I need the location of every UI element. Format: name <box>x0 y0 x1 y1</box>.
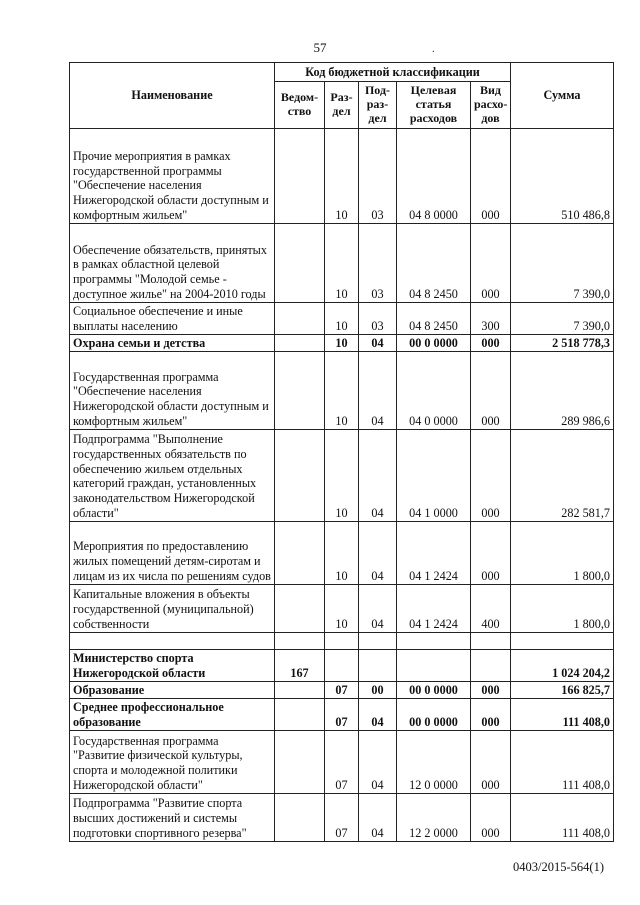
row-razdel: 10 <box>325 335 359 352</box>
row-podrazdel: 04 <box>359 522 397 585</box>
row-vedomstvo <box>275 224 325 303</box>
row-sum: 1 024 204,2 <box>511 650 614 682</box>
header-article: Целевая статья расходов <box>397 82 471 129</box>
row-article <box>397 650 471 682</box>
row-vid <box>471 650 511 682</box>
row-podrazdel: 04 <box>359 585 397 633</box>
row-podrazdel: 03 <box>359 303 397 335</box>
row-article: 04 0 0000 <box>397 352 471 430</box>
row-name: Подпрограмма "Развитие спорта высших достижений и системы подготовки спортивного резерва" <box>70 794 275 842</box>
row-razdel: 10 <box>325 522 359 585</box>
row-razdel: 10 <box>325 224 359 303</box>
row-vedomstvo <box>275 633 325 650</box>
document-code: 0403/2015-564(1) <box>513 860 604 874</box>
header-name: Наименование <box>70 63 275 129</box>
row-sum: 111 408,0 <box>511 731 614 794</box>
row-name: Обеспечение обязательств, принятых в рамках областной целевой программы "Молодой семье - доступное жилье" на 2004-2010 годы <box>70 224 275 303</box>
row-vedomstvo <box>275 522 325 585</box>
header-razdel: Раз-дел <box>325 82 359 129</box>
row-sum: 289 986,6 <box>511 352 614 430</box>
row-name: Капитальные вложения в объекты государственной (муниципальной) собственности <box>70 585 275 633</box>
row-razdel: 10 <box>325 430 359 522</box>
header-podrazdel: Под-раз-дел <box>359 82 397 129</box>
row-podrazdel: 03 <box>359 129 397 224</box>
header-vedomstvo: Ведом-ство <box>275 82 325 129</box>
row-name: Среднее профессиональное образование <box>70 699 275 731</box>
row-article: 04 1 0000 <box>397 430 471 522</box>
row-sum: 111 408,0 <box>511 794 614 842</box>
row-name: Министерство спорта Нижегородской области <box>70 650 275 682</box>
row-vedomstvo <box>275 430 325 522</box>
row-name: Охрана семьи и детства <box>70 335 275 352</box>
row-podrazdel <box>359 650 397 682</box>
row-vedomstvo <box>275 129 325 224</box>
row-name: Государственная программа "Обеспечение населения Нижегородской области доступным и комфортным жильем" <box>70 352 275 430</box>
row-name: Социальное обеспечение и иные выплаты населению <box>70 303 275 335</box>
row-sum: 1 800,0 <box>511 522 614 585</box>
row-sum: 282 581,7 <box>511 430 614 522</box>
row-razdel <box>325 633 359 650</box>
row-razdel: 10 <box>325 352 359 430</box>
row-podrazdel: 04 <box>359 352 397 430</box>
header-code-group: Код бюджетной классификации <box>275 63 511 82</box>
row-vid: 000 <box>471 129 511 224</box>
row-article: 04 1 2424 <box>397 522 471 585</box>
row-razdel <box>325 650 359 682</box>
row-vedomstvo <box>275 731 325 794</box>
row-vid: 000 <box>471 731 511 794</box>
row-article: 12 0 0000 <box>397 731 471 794</box>
row-name: Мероприятия по предоставлению жилых помещений детям-сиротам и лицам из их числа по решениям судов <box>70 522 275 585</box>
row-name: Прочие мероприятия в рамках государственной программы "Обеспечение населения Нижегородской области доступным и комфортным жильем" <box>70 129 275 224</box>
header-sum: Сумма <box>511 63 614 129</box>
header-vid: Вид расхо-дов <box>471 82 511 129</box>
row-podrazdel: 04 <box>359 794 397 842</box>
row-article: 04 8 2450 <box>397 303 471 335</box>
row-vedomstvo <box>275 682 325 699</box>
row-sum: 1 800,0 <box>511 585 614 633</box>
row-vedomstvo: 167 <box>275 650 325 682</box>
row-vid: 400 <box>471 585 511 633</box>
page-number: 57 <box>313 40 327 55</box>
row-name: Образование <box>70 682 275 699</box>
row-podrazdel: 04 <box>359 699 397 731</box>
row-razdel: 10 <box>325 129 359 224</box>
row-podrazdel: 03 <box>359 224 397 303</box>
row-sum: 7 390,0 <box>511 224 614 303</box>
row-vid: 000 <box>471 335 511 352</box>
budget-table <box>69 62 614 842</box>
row-article: 00 0 0000 <box>397 682 471 699</box>
row-sum: 111 408,0 <box>511 699 614 731</box>
row-vid: 000 <box>471 224 511 303</box>
row-name: Государственная программа "Развитие физической культуры, спорта и молодежной политики Нижегородской области" <box>70 731 275 794</box>
row-vedomstvo <box>275 352 325 430</box>
row-vid: 000 <box>471 682 511 699</box>
row-name: Подпрограмма "Выполнение государственных обязательств по обеспечению жильем отдельных категорий граждан, установленных законодательством Нижегородской области" <box>70 430 275 522</box>
row-vid <box>471 633 511 650</box>
row-article: 04 8 2450 <box>397 224 471 303</box>
row-podrazdel: 04 <box>359 430 397 522</box>
row-razdel: 07 <box>325 794 359 842</box>
row-article: 04 1 2424 <box>397 585 471 633</box>
row-podrazdel: 04 <box>359 731 397 794</box>
row-vid: 000 <box>471 699 511 731</box>
row-vid: 000 <box>471 430 511 522</box>
row-article: 04 8 0000 <box>397 129 471 224</box>
row-sum: 510 486,8 <box>511 129 614 224</box>
row-vedomstvo <box>275 303 325 335</box>
row-podrazdel: 04 <box>359 335 397 352</box>
row-razdel: 07 <box>325 731 359 794</box>
row-sum: 166 825,7 <box>511 682 614 699</box>
row-vedomstvo <box>275 335 325 352</box>
row-razdel: 07 <box>325 682 359 699</box>
row-razdel: 10 <box>325 303 359 335</box>
row-vedomstvo <box>275 699 325 731</box>
row-article <box>397 633 471 650</box>
row-razdel: 07 <box>325 699 359 731</box>
row-article: 12 2 0000 <box>397 794 471 842</box>
row-vid: 000 <box>471 522 511 585</box>
row-sum: 2 518 778,3 <box>511 335 614 352</box>
row-podrazdel: 00 <box>359 682 397 699</box>
row-sum <box>511 633 614 650</box>
row-article: 00 0 0000 <box>397 335 471 352</box>
row-article: 00 0 0000 <box>397 699 471 731</box>
row-vid: 300 <box>471 303 511 335</box>
row-vedomstvo <box>275 794 325 842</box>
row-name <box>70 633 275 650</box>
row-sum: 7 390,0 <box>511 303 614 335</box>
row-vid: 000 <box>471 352 511 430</box>
row-vid: 000 <box>471 794 511 842</box>
row-vedomstvo <box>275 585 325 633</box>
row-podrazdel <box>359 633 397 650</box>
stray-mark: . <box>432 44 435 55</box>
row-razdel: 10 <box>325 585 359 633</box>
